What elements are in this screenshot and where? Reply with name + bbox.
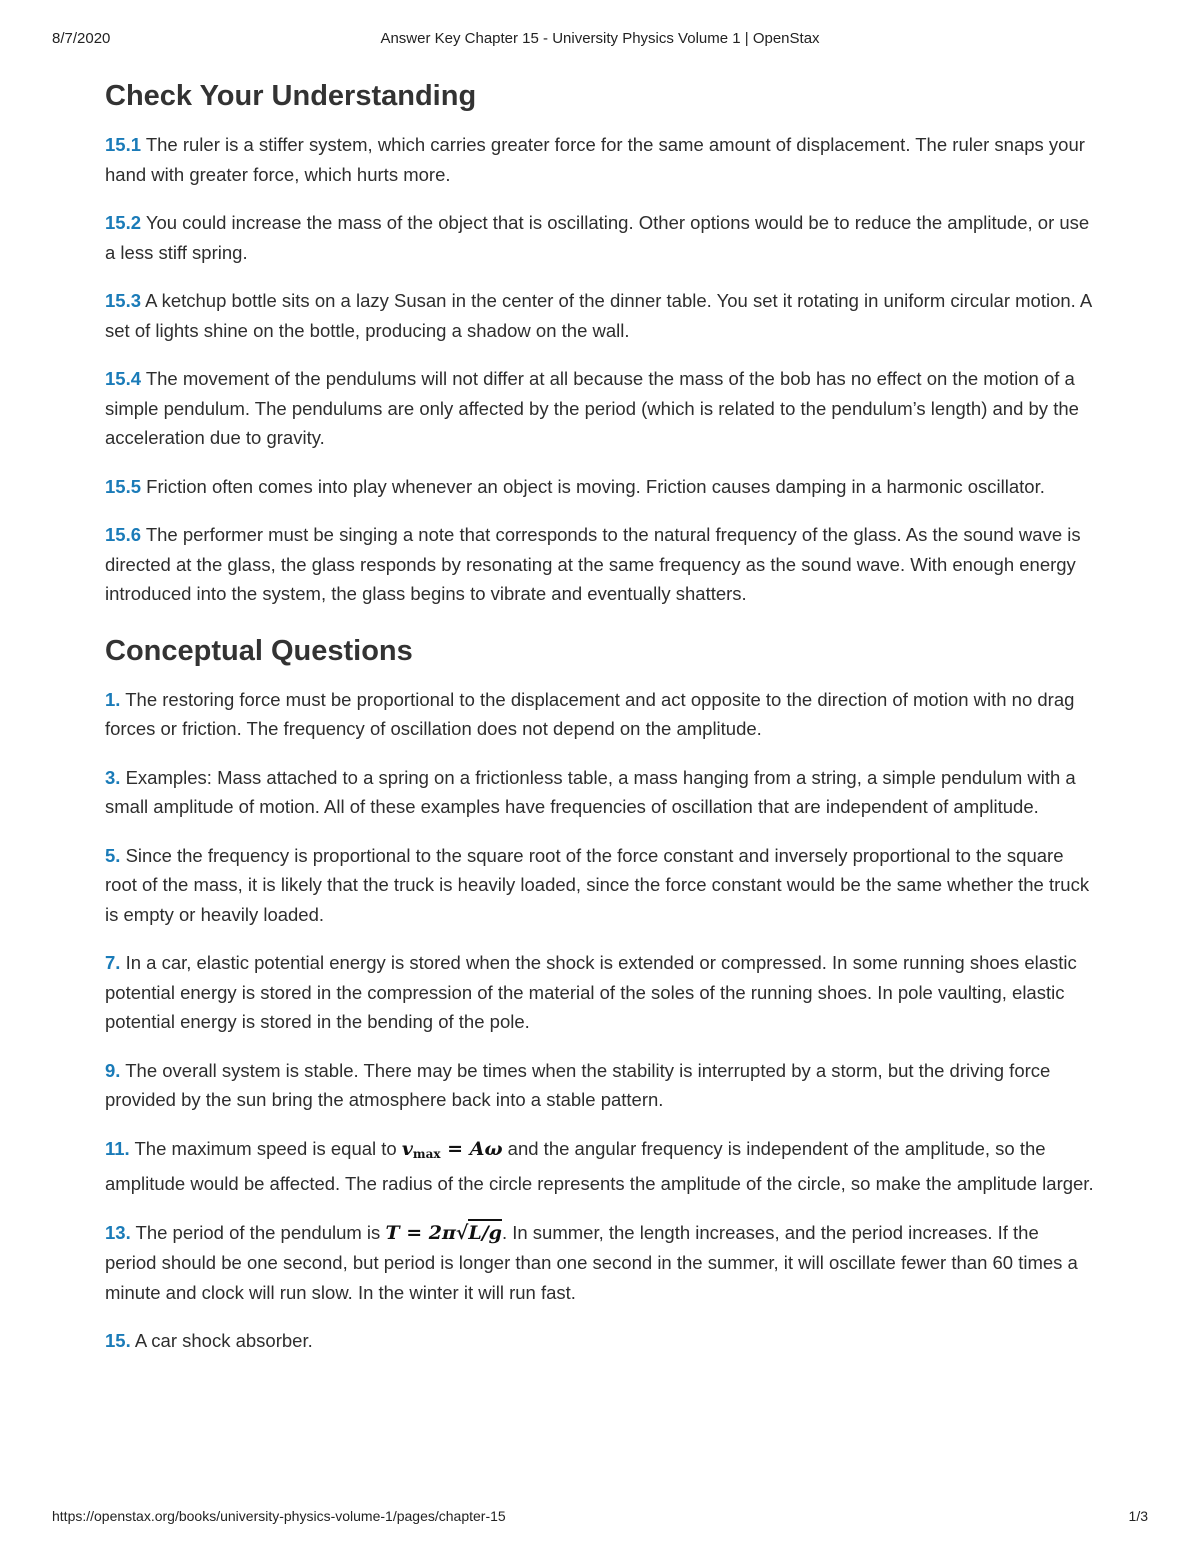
answer-text: A ketchup bottle sits on a lazy Susan in the center of the dinner table. You set it rotating in uniform circular motion. A set of lights shine on the bottle, producing a shadow on the wall.	[105, 290, 1092, 341]
square-root-icon: √	[455, 1221, 469, 1244]
print-date: 8/7/2020	[52, 30, 111, 47]
answer-number[interactable]: 5.	[105, 844, 121, 866]
answer-number[interactable]: 15.1	[105, 134, 142, 155]
answer-text: The period of the pendulum is	[130, 1221, 386, 1243]
answer-text: . In summer, the length increases, and the period increases. If the period should be one second, but period is longer than one second in the summer, it will oscillate fewer than 60 times a minute and clock will run slow. In the winter it will run fast.	[105, 1221, 1078, 1303]
answer-number[interactable]: 15.3	[105, 290, 142, 311]
answer-number[interactable]: 15.	[105, 1330, 131, 1351]
formula-rest: = Aω	[440, 1137, 503, 1160]
answer-15	[105, 1326, 1095, 1356]
answer-15-4	[105, 364, 1095, 453]
period-formula	[385, 1219, 502, 1244]
section-heading-check: Check Your Understanding	[105, 80, 477, 112]
formula-lhs: T = 2π	[385, 1221, 456, 1244]
answer-number[interactable]: 9.	[105, 1059, 121, 1081]
answer-text: and the angular frequency is independent of the amplitude, so the amplitude would be affected. The radius of the circle represents the amplitude of the circle, so make the amplitude larger.	[105, 1137, 1094, 1194]
answer-text: Since the frequency is proportional to the square root of the force constant and inversely proportional to the square root of the mass, it is likely that the truck is heavily loaded, since the force constant would be the same whether the truck is empty or heavily loaded.	[105, 844, 1090, 925]
answer-key-content	[105, 76, 1095, 1375]
formula-radicand: L/g	[468, 1219, 502, 1244]
answer-number[interactable]: 15.6	[105, 524, 142, 545]
page-url: https://openstax.org/books/university-physics-volume-1/pages/chapter-15	[52, 1508, 506, 1524]
answer-13	[105, 1218, 1095, 1308]
answer-7	[105, 948, 1095, 1037]
answer-number[interactable]: 13.	[105, 1221, 131, 1243]
answer-15-1	[105, 130, 1095, 189]
answer-15-3	[105, 286, 1095, 345]
answer-text: A car shock absorber.	[130, 1330, 313, 1351]
formula-subscript: max	[412, 1146, 441, 1161]
answer-text: You could increase the mass of the object that is oscillating. Other options would be to reduce the amplitude, or use a less stiff spring.	[105, 212, 1090, 263]
answer-number[interactable]: 11.	[105, 1137, 130, 1159]
answer-text: In a car, elastic potential energy is stored when the shock is extended or compressed. In some running shoes elastic potential energy is stored in the compression of the material of the soles of the running shoes. In pole vaulting, elastic potential energy is stored in the bending of the pole.	[105, 952, 1077, 1032]
answer-number[interactable]: 3.	[105, 766, 121, 788]
document-title: Answer Key Chapter 15 - University Physics Volume 1 | OpenStax	[380, 30, 820, 47]
answer-text: Friction often comes into play whenever an object is moving. Friction causes damping in a harmonic oscillator.	[141, 475, 1045, 497]
answer-number[interactable]: 1.	[105, 688, 121, 710]
answer-text: The movement of the pendulums will not differ at all because the mass of the bob has no effect on the motion of a simple pendulum. The pendulums are only affected by the period (which is related to the pendulum’s length) and by the acceleration due to gravity.	[105, 368, 1079, 448]
answer-number[interactable]: 15.4	[105, 368, 142, 389]
answer-text: The performer must be singing a note that corresponds to the natural frequency of the glass. As the sound wave is directed at the glass, the glass responds by resonating at the same frequency as the sound wave. With enough energy introduced into the system, the glass begins to vibrate and eventually shatters.	[105, 524, 1081, 604]
formula-variable: v	[401, 1137, 413, 1160]
answer-15-6	[105, 520, 1095, 609]
max-speed-formula	[402, 1138, 503, 1160]
answer-text: Examples: Mass attached to a spring on a frictionless table, a mass hanging from a string, a simple pendulum with a small amplitude of motion. All of these examples have frequencies of oscillation that are independent of amplitude.	[105, 766, 1076, 817]
section-heading-conceptual: Conceptual Questions	[105, 634, 413, 667]
answer-number[interactable]: 15.5	[105, 475, 142, 497]
answer-3	[105, 763, 1095, 822]
answer-11	[105, 1134, 1095, 1199]
answer-5	[105, 841, 1095, 930]
answer-text: The maximum speed is equal to	[129, 1137, 402, 1159]
answer-text: The ruler is a stiffer system, which carries greater force for the same amount of displacement. The ruler snaps your hand with greater force, which hurts more.	[105, 134, 1085, 185]
answer-1	[105, 685, 1095, 744]
answer-text: The restoring force must be proportional to the displacement and act opposite to the direction of motion with no drag forces or friction. The frequency of oscillation does not depend on the amplitude.	[105, 688, 1075, 739]
answer-number[interactable]: 7.	[105, 952, 121, 973]
answer-number[interactable]: 15.2	[105, 212, 142, 233]
answer-15-2	[105, 208, 1095, 267]
page-number: 1/3	[1128, 1508, 1148, 1524]
answer-9	[105, 1056, 1095, 1115]
answer-15-5	[105, 472, 1095, 502]
answer-text: The overall system is stable. There may be times when the stability is interrupted by a storm, but the driving force provided by the sun bring the atmosphere back into a stable pattern.	[105, 1059, 1051, 1110]
